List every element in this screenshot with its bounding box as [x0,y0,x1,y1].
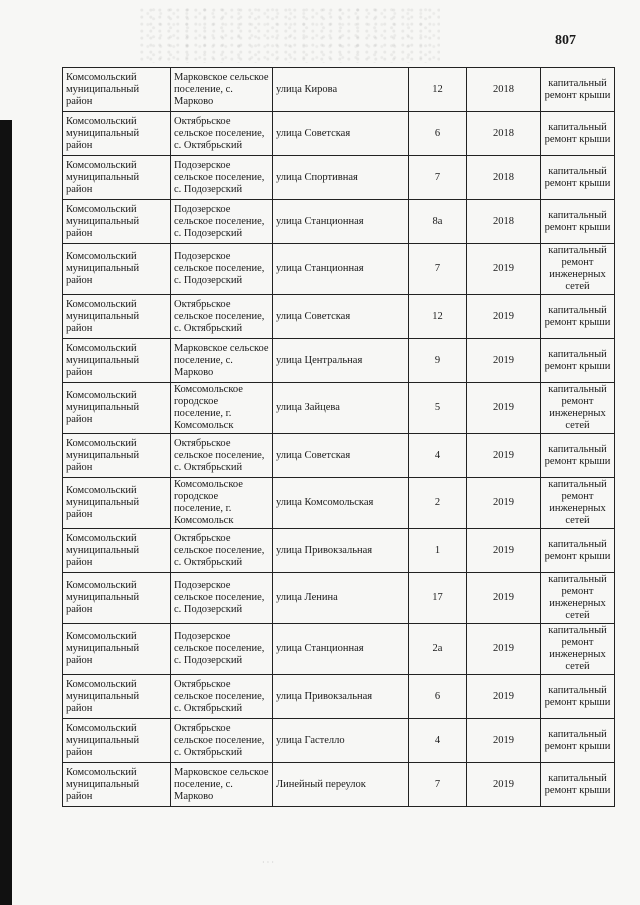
settlement-cell: Комсомольское городское поселение, г. Комсомольск [171,478,273,529]
table-row [63,200,615,244]
district-cell: Комсомольский муниципальный район [63,675,171,719]
settlement-cell: Комсомольское городское поселение, г. Комсомольск [171,383,273,434]
table-row [63,156,615,200]
housing-repair-table [62,67,615,807]
house-number-cell: 2 [409,478,467,529]
year-cell: 2018 [467,68,541,112]
work-type-cell: капитальный ремонт крыши [541,719,615,763]
district-cell: Комсомольский муниципальный район [63,719,171,763]
table-row [63,244,615,295]
street-cell: улица Станционная [273,200,409,244]
scan-noise [140,8,440,63]
house-number-cell: 5 [409,383,467,434]
street-cell: улица Станционная [273,624,409,675]
table-row [63,624,615,675]
district-cell: Комсомольский муниципальный район [63,156,171,200]
year-cell: 2018 [467,200,541,244]
settlement-cell: Подозерское сельское поселение, с. Подозерский [171,624,273,675]
year-cell: 2019 [467,719,541,763]
settlement-cell: Подозерское сельское поселение, с. Подозерский [171,573,273,624]
street-cell: улица Гастелло [273,719,409,763]
house-number-cell: 9 [409,339,467,383]
settlement-cell: Марковское сельское поселение, с. Марково [171,763,273,807]
house-number-cell: 4 [409,719,467,763]
year-cell: 2018 [467,112,541,156]
year-cell: 2019 [467,434,541,478]
table-row [63,383,615,434]
street-cell: улица Комсомольская [273,478,409,529]
street-cell: улица Центральная [273,339,409,383]
house-number-cell: 1 [409,529,467,573]
settlement-cell: Марковское сельское поселение, с. Марково [171,339,273,383]
table-row [63,573,615,624]
street-cell: улица Советская [273,295,409,339]
table-row [63,478,615,529]
house-number-cell: 12 [409,68,467,112]
work-type-cell: капитальный ремонт инженерных сетей [541,244,615,295]
year-cell: 2019 [467,529,541,573]
year-cell: 2019 [467,295,541,339]
street-cell: улица Кирова [273,68,409,112]
district-cell: Комсомольский муниципальный район [63,434,171,478]
street-cell: улица Станционная [273,244,409,295]
table-row [63,434,615,478]
district-cell: Комсомольский муниципальный район [63,478,171,529]
table-row [63,339,615,383]
house-number-cell: 4 [409,434,467,478]
district-cell: Комсомольский муниципальный район [63,339,171,383]
year-cell: 2019 [467,478,541,529]
street-cell: улица Ленина [273,573,409,624]
year-cell: 2019 [467,573,541,624]
settlement-cell: Октябрьское сельское поселение, с. Октябрьский [171,112,273,156]
work-type-cell: капитальный ремонт крыши [541,529,615,573]
settlement-cell: Подозерское сельское поселение, с. Подозерский [171,244,273,295]
district-cell: Комсомольский муниципальный район [63,383,171,434]
settlement-cell: Октябрьское сельское поселение, с. Октябрьский [171,675,273,719]
house-number-cell: 7 [409,763,467,807]
street-cell: улица Советская [273,434,409,478]
settlement-cell: Подозерское сельское поселение, с. Подозерский [171,156,273,200]
table-row [63,529,615,573]
district-cell: Комсомольский муниципальный район [63,295,171,339]
district-cell: Комсомольский муниципальный район [63,763,171,807]
house-number-cell: 7 [409,244,467,295]
district-cell: Комсомольский муниципальный район [63,112,171,156]
table-row [63,68,615,112]
house-number-cell: 8а [409,200,467,244]
street-cell: улица Спортивная [273,156,409,200]
settlement-cell: Октябрьское сельское поселение, с. Октябрьский [171,295,273,339]
work-type-cell: капитальный ремонт крыши [541,295,615,339]
work-type-cell: капитальный ремонт инженерных сетей [541,383,615,434]
work-type-cell: капитальный ремонт крыши [541,339,615,383]
house-number-cell: 6 [409,675,467,719]
table-body [63,68,615,807]
work-type-cell: капитальный ремонт инженерных сетей [541,478,615,529]
street-cell: улица Привокзальная [273,675,409,719]
work-type-cell: капитальный ремонт крыши [541,763,615,807]
year-cell: 2019 [467,675,541,719]
work-type-cell: капитальный ремонт крыши [541,675,615,719]
district-cell: Комсомольский муниципальный район [63,624,171,675]
district-cell: Комсомольский муниципальный район [63,573,171,624]
settlement-cell: Подозерское сельское поселение, с. Подозерский [171,200,273,244]
scan-edge-bar [0,120,12,905]
settlement-cell: Октябрьское сельское поселение, с. Октябрьский [171,434,273,478]
work-type-cell: капитальный ремонт крыши [541,156,615,200]
work-type-cell: капитальный ремонт крыши [541,200,615,244]
page-number: 807 [555,33,576,48]
house-number-cell: 17 [409,573,467,624]
street-cell: улица Привокзальная [273,529,409,573]
work-type-cell: капитальный ремонт крыши [541,68,615,112]
settlement-cell: Октябрьское сельское поселение, с. Октябрьский [171,529,273,573]
year-cell: 2019 [467,244,541,295]
house-number-cell: 2а [409,624,467,675]
house-number-cell: 12 [409,295,467,339]
table-row [63,112,615,156]
year-cell: 2019 [467,624,541,675]
year-cell: 2019 [467,339,541,383]
table-row [63,719,615,763]
year-cell: 2019 [467,763,541,807]
house-number-cell: 6 [409,112,467,156]
work-type-cell: капитальный ремонт инженерных сетей [541,573,615,624]
work-type-cell: капитальный ремонт крыши [541,112,615,156]
district-cell: Комсомольский муниципальный район [63,529,171,573]
district-cell: Комсомольский муниципальный район [63,200,171,244]
work-type-cell: капитальный ремонт крыши [541,434,615,478]
year-cell: 2018 [467,156,541,200]
house-number-cell: 7 [409,156,467,200]
table-row [63,675,615,719]
settlement-cell: Октябрьское сельское поселение, с. Октябрьский [171,719,273,763]
street-cell: улица Советская [273,112,409,156]
street-cell: улица Зайцева [273,383,409,434]
district-cell: Комсомольский муниципальный район [63,68,171,112]
settlement-cell: Марковское сельское поселение, с. Марково [171,68,273,112]
table-row [63,295,615,339]
scan-footer-mark: · · · [262,858,274,867]
table-row [63,763,615,807]
work-type-cell: капитальный ремонт инженерных сетей [541,624,615,675]
year-cell: 2019 [467,383,541,434]
street-cell: Линейный переулок [273,763,409,807]
district-cell: Комсомольский муниципальный район [63,244,171,295]
